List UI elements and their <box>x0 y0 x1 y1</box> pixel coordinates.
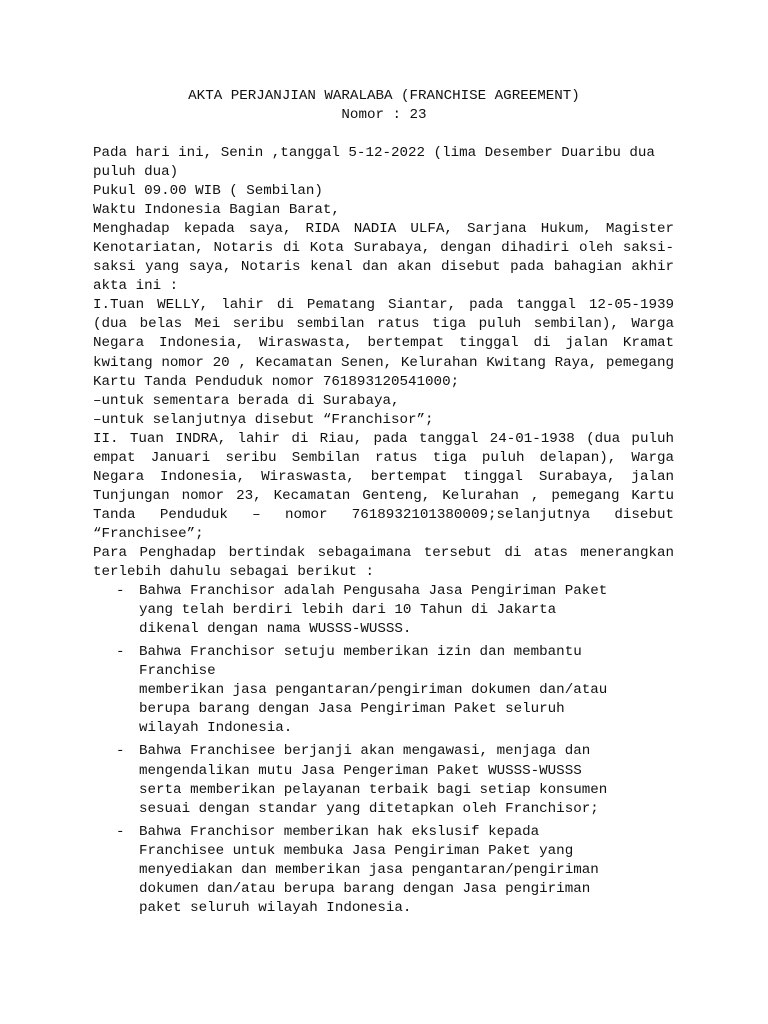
list-line: paket seluruh wilayah Indonesia. <box>139 899 412 916</box>
list-line: yang telah berdiri lebih dari 10 Tahun di Jakarta <box>139 602 557 619</box>
paragraph: Waktu Indonesia Bagian Barat, <box>93 202 340 219</box>
list-item <box>93 582 659 639</box>
paragraph: Pada hari ini, Senin ,tanggal 5-12-2022 (lima Desember Duaribu dua puluh dua) <box>93 145 655 181</box>
list-item <box>93 643 659 738</box>
list-line: serta memberikan pelayanan terbaik bagi setiap konsumen <box>139 781 608 798</box>
list-line: Bahwa Franchisor memberikan hak ekslusif kepada <box>139 823 540 840</box>
paragraph: II. Tuan INDRA, lahir di Riau, pada tanggal 24-01-1938 (dua puluh empat Januari seribu Sembilan ratus tiga puluh delapan), Warga Negara Indonesia, Wiraswasta, bertempat tinggal Surabaya, jalan Tunjungan nomor 23, Kecamatan Genteng, Kelurahan , pemegang Kartu Tanda Penduduk – nomor 7618932101380009;selanjutnya disebut “Franchisee”; <box>93 430 674 542</box>
document-body <box>93 144 674 922</box>
list-item <box>93 742 659 818</box>
list-line: menyediakan dan memberikan jasa pengantaran/pengiriman <box>139 861 599 878</box>
list-line: Franchise <box>139 663 216 680</box>
document-title: AKTA PERJANJIAN WARALABA (FRANCHISE AGREEMENT) <box>188 88 580 104</box>
list-line: berupa barang dengan Jasa Pengiriman Paket seluruh <box>139 701 565 718</box>
list-dash: - <box>116 644 125 661</box>
paragraph: I.Tuan WELLY, lahir di Pematang Siantar, pada tanggal 12-05-1939 (dua belas Mei seribu sembilan ratus tiga puluh sembilan), Warga Negara Indonesia, Wiraswasta, bertempat tinggal di jalan Kramat kwitang nomor 20 , Kecamatan Senen, Kelurahan Kwitang Raya, pemegang Kartu Tanda Penduduk nomor 761893120541000; <box>93 297 674 390</box>
list-line: Bahwa Franchisor adalah Pengusaha Jasa Pengiriman Paket <box>139 583 608 600</box>
list-line: memberikan jasa pengantaran/pengiriman dokumen dan/atau <box>139 682 608 699</box>
list-line: mengendalikan mutu Jasa Pengeriman Paket WUSSS-WUSSS <box>139 762 582 779</box>
list-line: Franchisee untuk membuka Jasa Pengiriman Paket yang <box>139 842 574 859</box>
list-dash: - <box>116 823 125 840</box>
paragraph: Para Penghadap bertindak sebagaimana tersebut di atas menerangkan terlebih dahulu sebagai berikut : <box>93 544 674 581</box>
paragraph: Pukul 09.00 WIB ( Sembilan) <box>93 183 323 200</box>
list-line: dikenal dengan nama WUSSS-WUSSS. <box>139 621 412 638</box>
list-dash: - <box>116 583 125 600</box>
list-line: dokumen dan/atau berupa barang dengan Jasa pengiriman <box>139 880 591 897</box>
list-line: Bahwa Franchisee berjanji akan mengawasi, menjaga dan <box>139 743 591 760</box>
list-dash: - <box>116 743 125 760</box>
list-line: wilayah Indonesia. <box>139 720 293 737</box>
paragraph: Menghadap kepada saya, RIDA NADIA ULFA, Sarjana Hukum, Magister Kenotariatan, Notaris di Kota Surabaya, dengan dihadiri oleh saksi-saksi yang saya, Notaris kenal dan akan disebut pada bahagian akhir akta ini : <box>93 221 674 295</box>
paragraph: –untuk sementara berada di Surabaya, <box>93 392 400 409</box>
recital-list <box>93 582 674 918</box>
list-line: sesuai dengan standar yang ditetapkan oleh Franchisor; <box>139 800 599 817</box>
list-line: Bahwa Franchisor setuju memberikan izin dan membantu <box>139 644 582 661</box>
list-item <box>93 823 659 918</box>
document-number: Nomor : 23 <box>341 107 427 123</box>
paragraph: –untuk selanjutnya disebut “Franchisor”; <box>93 411 434 428</box>
